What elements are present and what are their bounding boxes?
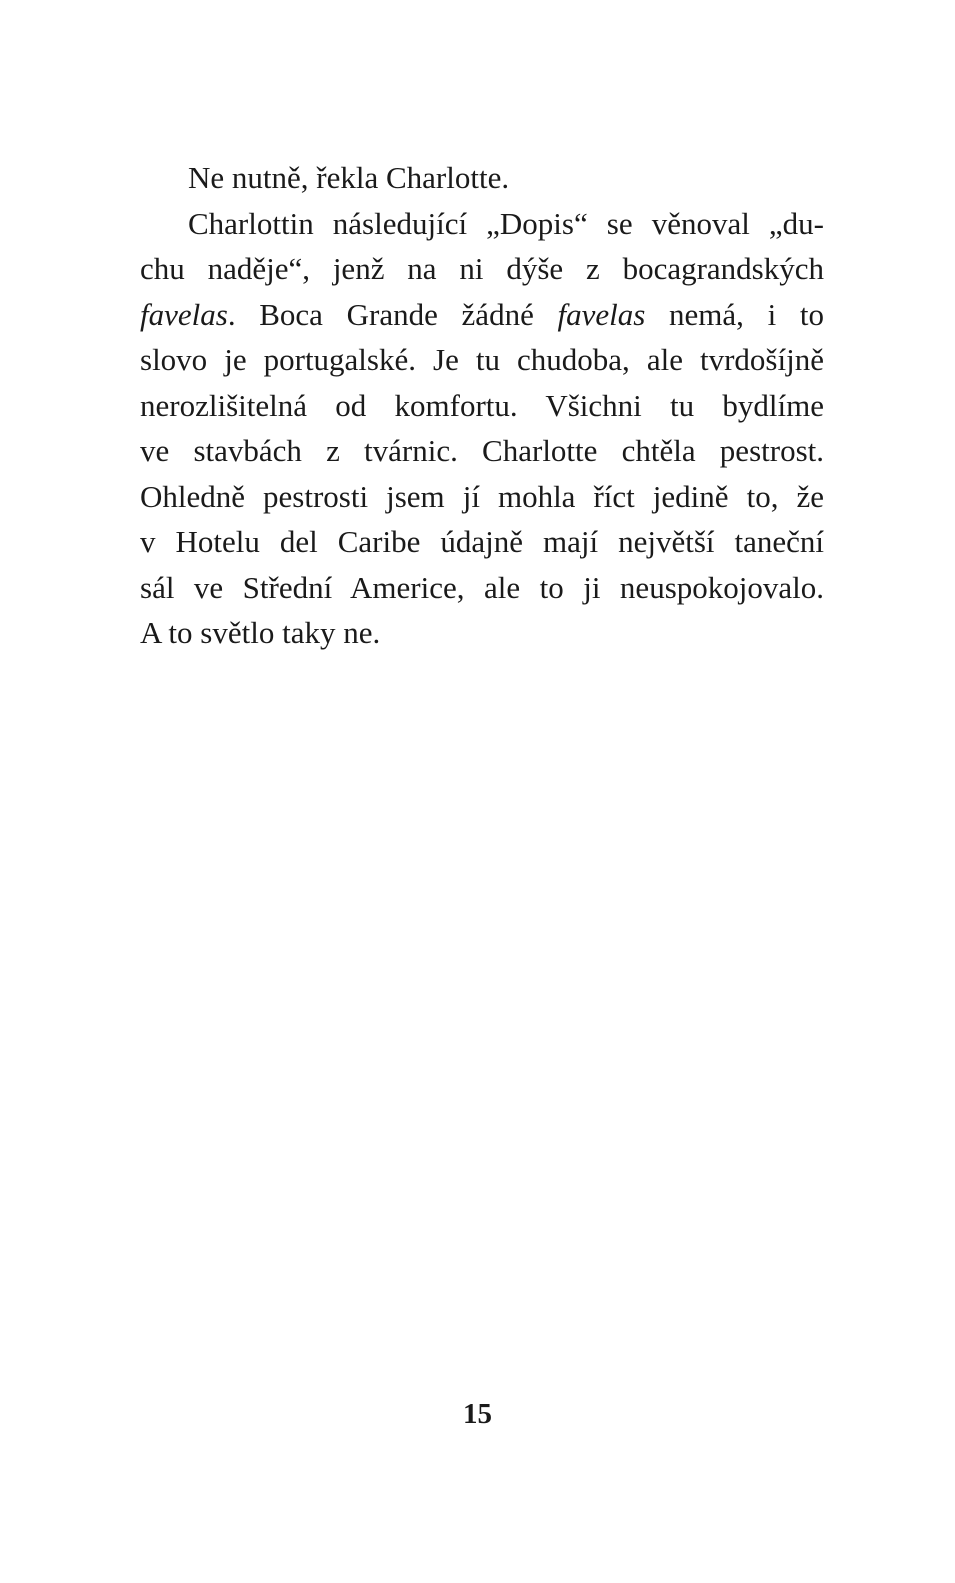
page-number: 15 <box>463 1398 492 1430</box>
text-line-10: sál ve Střední Americe, ale to ji neuspokojovalo. <box>140 569 824 605</box>
text-line-3: chu naděje“, jenž na ni dýše z bocagrandských <box>140 251 824 286</box>
text-segment: . Boca Grande žádné <box>227 296 558 332</box>
text-line-1: Ne nutně, řekla Charlotte. <box>188 160 510 195</box>
italic-word-favelas-2: favelas <box>557 296 646 332</box>
italic-word-favelas-1: favelas <box>140 296 228 332</box>
text-line-6: nerozlišitelná od komfortu. Všichni tu bydlíme <box>140 387 824 423</box>
text-line-8: Ohledně pestrosti jsem jí mohla říct jedině to, že <box>140 478 824 514</box>
text-line-5: slovo je portugalské. Je tu chudoba, ale tvrdošíjně <box>140 342 824 377</box>
text-segment: nemá, i to <box>645 296 824 332</box>
text-line-7: ve stavbách z tvárnic. Charlotte chtěla pestrost. <box>140 433 824 468</box>
text-line-11: A to světlo taky ne. <box>140 615 381 650</box>
text-line-2: Charlottin následující „Dopis“ se věnoval „du- <box>188 205 824 241</box>
text-line-9: v Hotelu del Caribe údajně mají největší taneční <box>140 524 824 559</box>
body-text <box>140 155 824 656</box>
text-line-4 <box>140 292 824 338</box>
